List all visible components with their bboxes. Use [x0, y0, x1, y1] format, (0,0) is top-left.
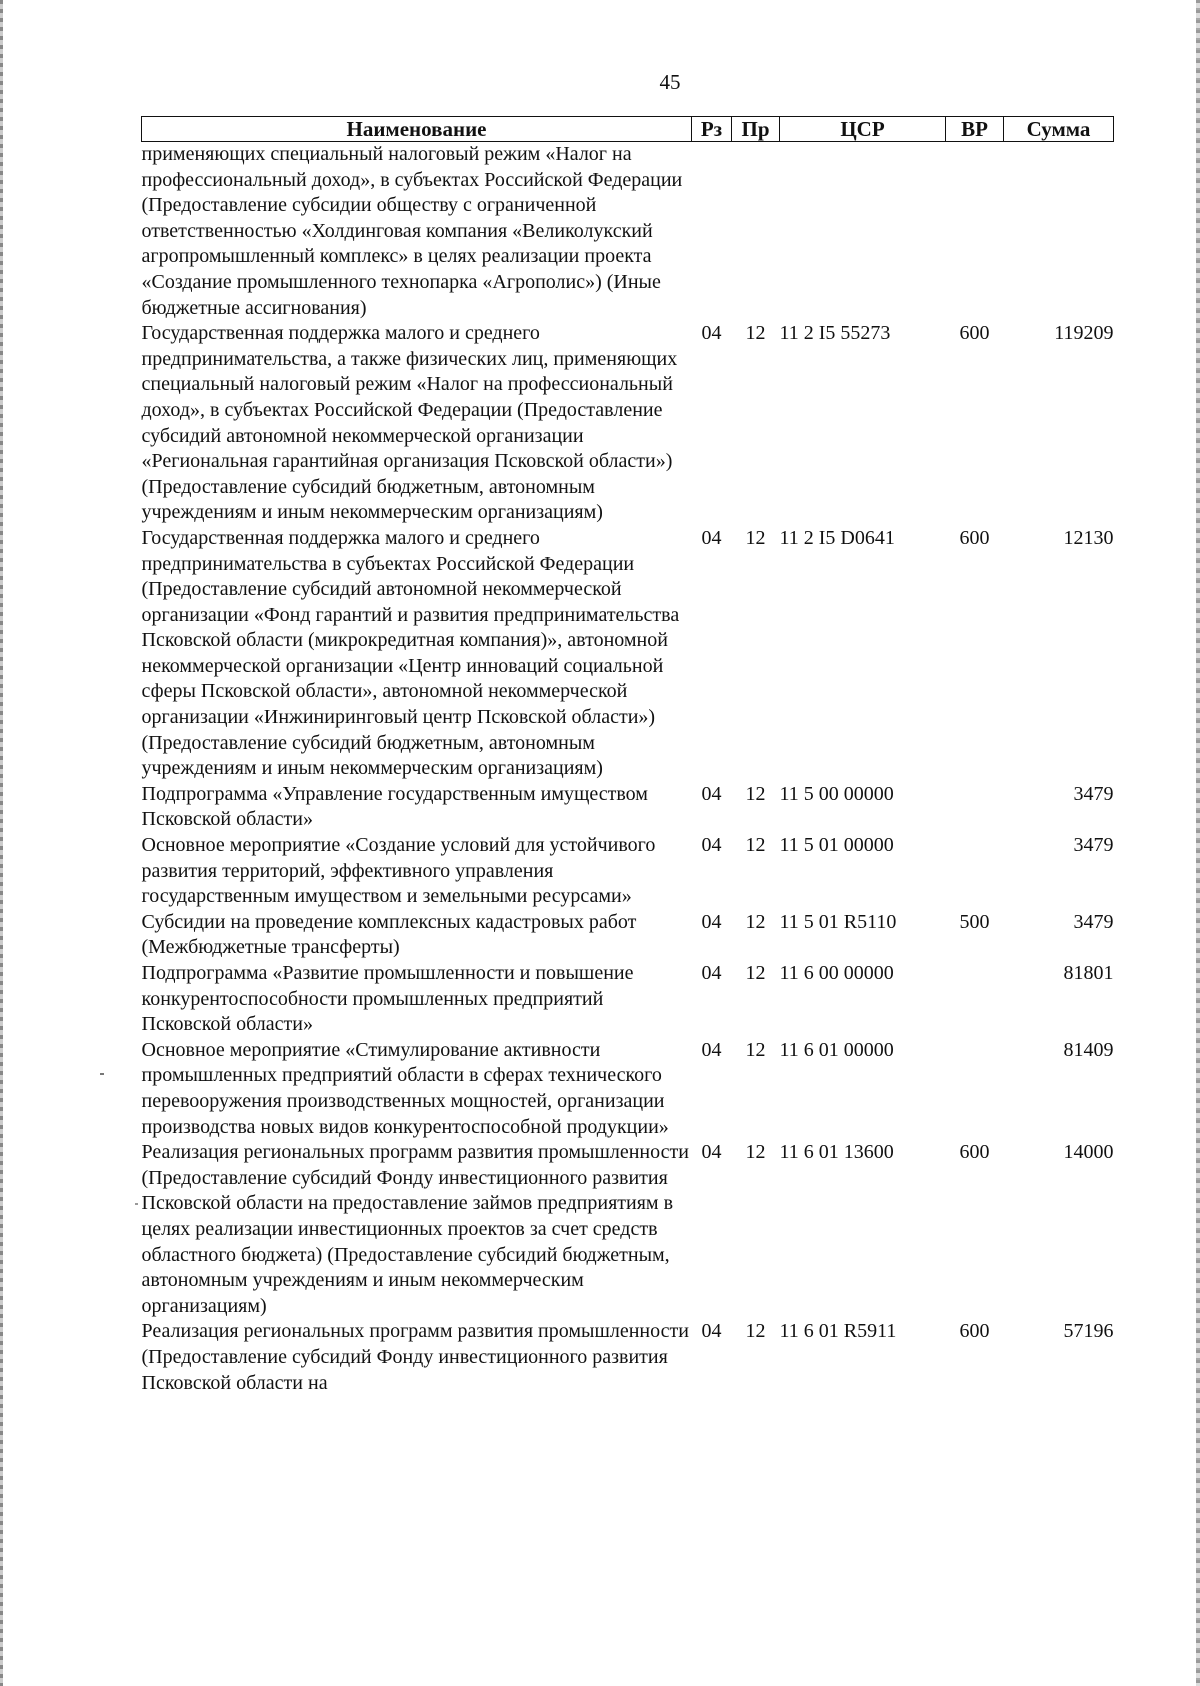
row-pr: 12 — [745, 322, 766, 345]
row-csr: 11 6 01 00000 — [779, 1038, 894, 1061]
table-row — [142, 1319, 1114, 1396]
header-sum: Сумма — [1004, 117, 1114, 142]
row-sum: 57196 — [1063, 1320, 1114, 1343]
table-row — [142, 526, 1114, 782]
header-csr: ЦСР — [780, 117, 946, 142]
row-csr: 11 6 01 13600 — [779, 1141, 894, 1164]
row-csr: 11 2 I5 D0641 — [779, 526, 895, 549]
row-vr: 600 — [959, 322, 990, 345]
table-header-row — [142, 117, 1114, 142]
row-sum: 12130 — [1063, 526, 1114, 549]
table-row — [142, 833, 1114, 910]
row-vr: 600 — [959, 1320, 990, 1343]
table-row — [142, 910, 1114, 961]
row-pr: 12 — [745, 834, 766, 857]
row-csr: 11 6 00 00000 — [779, 962, 894, 984]
header-name: Наименование — [142, 117, 692, 142]
row-pr: 12 — [745, 1038, 766, 1061]
table-row — [142, 961, 1114, 1038]
row-vr — [946, 782, 1004, 833]
row-sum: 81409 — [1063, 1038, 1114, 1061]
row-rz: 04 — [701, 1038, 722, 1061]
row-csr — [780, 142, 946, 322]
row-csr: 11 5 00 00000 — [779, 782, 894, 805]
row-csr: 11 2 I5 55273 — [779, 322, 891, 345]
row-rz: 04 — [701, 962, 722, 984]
table-row — [142, 1140, 1114, 1319]
row-name: Субсидии на проведение комплексных кадастровых работ (Межбюджетные трансферты) — [141, 910, 637, 959]
budget-table — [141, 116, 1114, 1396]
row-rz — [692, 142, 732, 322]
table-row — [142, 142, 1114, 322]
row-name: Основное мероприятие «Стимулирование активности промышленных предприятий области в сферах технического перевооружения производственных мощностей, организации производства новых видов конкурентоспособной продукции» — [141, 1038, 669, 1138]
table-row — [142, 782, 1114, 833]
row-pr: 12 — [745, 962, 766, 984]
row-csr: 11 6 01 R5911 — [779, 1320, 897, 1343]
header-vr: ВР — [946, 117, 1004, 142]
row-sum: 3479 — [1073, 834, 1114, 857]
scan-speck — [135, 1203, 138, 1205]
table-row — [142, 1038, 1114, 1140]
row-name: Государственная поддержка малого и среднего предпринимательства в субъектах Российской Федерации (Предоставление субсидий автономной некоммерческой организации «Фонд гарантий и развития предпринимательства Псковской области (микрокредитная компания)», автономной некоммерческой организации «Центр инноваций социальной сферы Псковской области», автономной некоммерческой организации «Инжиниринговый центр Псковской области») (Предоставление субсидий бюджетным, автономным учреждениям и иным некоммерческим организациям) — [141, 526, 680, 780]
row-rz: 04 — [701, 322, 722, 345]
scan-speck — [100, 1073, 104, 1075]
row-csr: 11 5 01 R5110 — [779, 910, 897, 933]
row-vr: 500 — [959, 910, 990, 933]
scan-edge-right — [1196, 0, 1200, 1686]
row-sum: 119209 — [1054, 322, 1114, 345]
row-vr — [946, 961, 1004, 1038]
row-name: Реализация региональных программ развития промышленности (Предоставление субсидий Фонду инвестиционного развития Псковской области на — [141, 1320, 689, 1394]
row-sum — [1004, 142, 1114, 322]
row-name: Подпрограмма «Развитие промышленности и повышение конкурентоспособности промышленных предприятий Псковской области» — [141, 962, 634, 1036]
row-vr: 600 — [959, 1141, 990, 1164]
row-rz: 04 — [701, 782, 722, 805]
row-vr — [946, 142, 1004, 322]
scan-edge-left — [0, 0, 3, 1686]
row-rz: 04 — [701, 834, 722, 857]
row-vr — [946, 833, 1004, 910]
row-pr — [732, 142, 780, 322]
row-pr: 12 — [745, 910, 766, 933]
row-rz: 04 — [701, 1320, 722, 1343]
row-rz: 04 — [701, 526, 722, 549]
row-pr: 12 — [745, 526, 766, 549]
row-name: применяющих специальный налоговый режим «Налог на профессиональный доход», в субъектах Российской Федерации (Предоставление субсидии обществу с ограниченной ответственностью «Холдинговая компания «Великолукский агропромышленный комплекс» в целях реализации проекта «Создание промышленного технопарка «Агрополис») (Иные бюджетные ассигнования) — [141, 143, 683, 319]
row-pr: 12 — [745, 1141, 766, 1164]
row-name: Основное мероприятие «Создание условий для устойчивого развития территорий, эффективного управления государственным имуществом и земельными ресурсами» — [141, 834, 656, 908]
row-sum: 3479 — [1073, 782, 1114, 805]
row-vr — [946, 1038, 1004, 1140]
row-sum: 81801 — [1063, 962, 1114, 984]
row-rz: 04 — [701, 910, 722, 933]
row-vr: 600 — [959, 526, 990, 549]
header-pr: Пр — [732, 117, 780, 142]
row-csr: 11 5 01 00000 — [779, 834, 894, 857]
row-name: Государственная поддержка малого и среднего предпринимательства, а также физических лиц, применяющих специальный налоговый режим «Налог на профессиональный доход», в субъектах Российской Федерации (Предоставление субсидий автономной некоммерческой организации «Региональная гарантийная организация Псковской области») (Предоставление субсидий бюджетным, автономным учреждениям и иным некоммерческим организациям) — [141, 322, 678, 524]
header-rz: Рз — [692, 117, 732, 142]
row-sum: 3479 — [1073, 910, 1114, 933]
row-name: Реализация региональных программ развития промышленности (Предоставление субсидий Фонду инвестиционного развития Псковской области на предоставление займов предприятиям в целях реализации инвестиционных проектов за счет средств областного бюджета) (Предоставление субсидий бюджетным, автономным учреждениям и иным некоммерческим организациям) — [141, 1141, 689, 1317]
row-rz: 04 — [701, 1141, 722, 1164]
table-row — [142, 321, 1114, 526]
page-number: 45 — [659, 70, 681, 94]
row-sum: 14000 — [1063, 1141, 1114, 1164]
row-name: Подпрограмма «Управление государственным имуществом Псковской области» — [141, 782, 648, 831]
row-pr: 12 — [745, 782, 766, 805]
row-pr: 12 — [745, 1320, 766, 1343]
